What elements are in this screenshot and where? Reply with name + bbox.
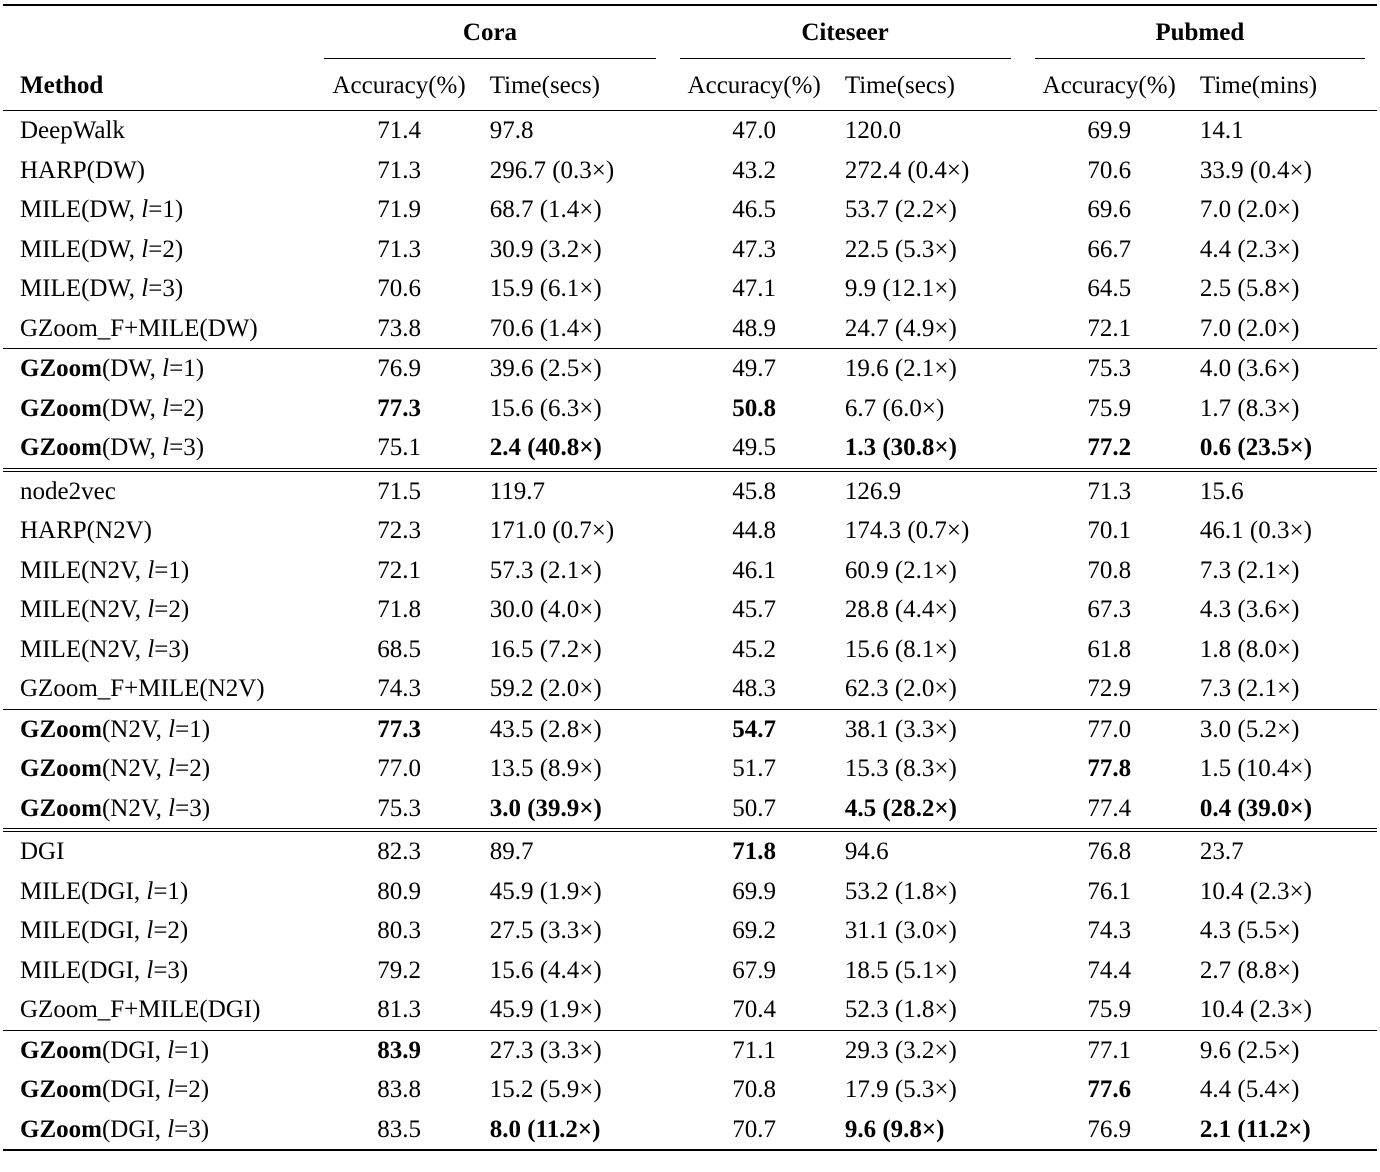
method-cell (3, 428, 312, 470)
pubmed-accuracy-header: Accuracy(%) (1023, 60, 1196, 111)
pubmed-accuracy-cell: 76.9 (1023, 1110, 1196, 1151)
method-cell (3, 1030, 312, 1070)
citeseer-accuracy-cell: 71.1 (668, 1030, 841, 1070)
table-body (3, 111, 1377, 1151)
method-name: (DGI, l=1) (101, 1036, 210, 1064)
citeseer-accuracy-cell: 43.2 (732, 156, 777, 184)
cora-time-cell: 45.9 (1.9×) (489, 877, 602, 905)
method-name: DGI (20, 838, 65, 866)
cora-accuracy-cell: 80.9 (377, 877, 421, 905)
method-name: (DGI, l=2) (101, 1076, 210, 1104)
cora-time-cell: 296.7 (0.3×) (489, 156, 615, 184)
pubmed-accuracy-cell: 77.6 (1087, 1076, 1132, 1104)
table-row (3, 111, 1377, 151)
method-name: (N2V, l=1) (101, 715, 211, 743)
table-row (3, 709, 1377, 749)
method-name: (N2V, l=3) (101, 794, 211, 822)
method-cell (3, 911, 312, 951)
pubmed-time-cell: 9.6 (2.5×) (1196, 1030, 1377, 1070)
pubmed-time-cell: 14.1 (1199, 117, 1244, 145)
method-name: MILE(DW, l=2) (20, 235, 184, 263)
method-cell (3, 990, 312, 1030)
cora-accuracy-cell: 71.8 (377, 596, 421, 624)
method-name: GZoom_F+MILE(N2V) (20, 675, 265, 703)
cora-accuracy-cell: 79.2 (377, 956, 421, 984)
citeseer-time-cell: 19.6 (2.1×) (841, 349, 1023, 389)
table-row (3, 1070, 1377, 1110)
pubmed-time-cell: 7.0 (2.0×) (1199, 196, 1300, 224)
citeseer-accuracy-cell: 47.1 (732, 275, 777, 303)
method-cell (3, 349, 312, 389)
cora-time-cell: 39.6 (2.5×) (486, 349, 668, 389)
method-name: GZoom_F+MILE(DGI) (20, 996, 261, 1024)
pubmed-time-cell: 1.5 (10.4×) (1199, 755, 1312, 783)
column-header-row (3, 60, 1377, 111)
table-row (3, 749, 1377, 789)
table-row (3, 309, 1377, 349)
citeseer-accuracy-cell: 70.4 (732, 996, 777, 1024)
cora-accuracy-cell: 83.5 (312, 1110, 485, 1151)
table-row (3, 389, 1377, 429)
method-cell (3, 269, 312, 309)
citeseer-accuracy-cell: 70.7 (668, 1110, 841, 1151)
method-name: MILE(DGI, l=2) (20, 917, 189, 945)
cora-time-cell: 171.0 (0.7×) (489, 517, 615, 545)
cora-accuracy-cell: 82.3 (312, 830, 485, 872)
pubmed-accuracy-cell: 69.6 (1087, 196, 1132, 224)
method-name: node2vec (20, 477, 116, 505)
cora-accuracy-cell: 71.3 (377, 156, 421, 184)
cora-accuracy-cell: 68.5 (377, 635, 421, 663)
method-cell (3, 470, 312, 512)
cora-time-cell: 15.6 (6.3×) (489, 394, 602, 422)
citeseer-accuracy-cell: 46.1 (732, 556, 777, 584)
pubmed-time-cell: 2.1 (11.2×) (1196, 1110, 1377, 1151)
pubmed-accuracy-cell: 70.1 (1087, 517, 1132, 545)
method-cell (3, 590, 312, 630)
method-cell (3, 669, 312, 709)
pubmed-time-cell: 4.4 (2.3×) (1199, 235, 1300, 263)
method-bold-prefix: GZoom (20, 355, 102, 383)
method-cell (3, 749, 312, 789)
cora-accuracy-cell: 80.3 (377, 917, 421, 945)
pubmed-accuracy-cell: 77.4 (1087, 794, 1132, 822)
citeseer-accuracy-cell: 45.2 (732, 635, 777, 663)
citeseer-accuracy-cell: 70.8 (732, 1076, 777, 1104)
method-name: MILE(N2V, l=2) (20, 596, 190, 624)
citeseer-time-cell: 94.6 (841, 830, 1023, 872)
method-cell (3, 872, 312, 912)
cora-time-cell: 43.5 (2.8×) (486, 709, 668, 749)
citeseer-accuracy-header: Accuracy(%) (668, 60, 841, 111)
citeseer-accuracy-cell: 47.3 (732, 235, 777, 263)
citeseer-accuracy-cell: 49.7 (668, 349, 841, 389)
method-cell (3, 1110, 312, 1151)
citeseer-accuracy-cell: 48.3 (732, 675, 777, 703)
pubmed-accuracy-cell: 77.0 (1023, 709, 1196, 749)
dataset-header-citeseer: Citeseer (668, 5, 1023, 60)
pubmed-time-cell: 1.7 (8.3×) (1199, 394, 1300, 422)
citeseer-time-cell: 9.6 (9.8×) (841, 1110, 1023, 1151)
table-row (3, 590, 1377, 630)
method-name: MILE(DGI, l=3) (20, 956, 189, 984)
cora-time-cell: 2.4 (40.8×) (489, 434, 602, 462)
pubmed-time-cell: 4.3 (5.5×) (1199, 917, 1300, 945)
cora-accuracy-cell: 72.3 (377, 517, 421, 545)
table-row (3, 669, 1377, 709)
citeseer-accuracy-cell: 44.8 (732, 517, 777, 545)
pubmed-accuracy-cell: 74.3 (1087, 917, 1132, 945)
table-row (3, 428, 1377, 470)
pubmed-time-cell: 4.3 (3.6×) (1199, 596, 1300, 624)
method-name: MILE(DW, l=3) (20, 275, 184, 303)
cora-accuracy-cell: 71.9 (377, 196, 421, 224)
method-name: GZoom_F+MILE(DW) (20, 314, 258, 342)
citeseer-time-header: Time(secs) (841, 60, 1023, 111)
method-cell (3, 830, 312, 872)
method-bold-prefix: GZoom (20, 1115, 102, 1143)
cora-time-cell: 15.2 (5.9×) (489, 1076, 602, 1104)
cora-time-cell: 119.7 (486, 470, 668, 512)
method-name: DeepWalk (20, 117, 125, 145)
pubmed-accuracy-cell: 64.5 (1087, 275, 1132, 303)
citeseer-time-cell: 126.9 (841, 470, 1023, 512)
pubmed-accuracy-cell: 70.6 (1087, 156, 1132, 184)
method-name: MILE(N2V, l=3) (20, 635, 190, 663)
pubmed-time-cell: 0.4 (39.0×) (1199, 794, 1313, 822)
pubmed-time-cell: 7.3 (2.1×) (1199, 675, 1300, 703)
pubmed-accuracy-cell: 77.8 (1087, 755, 1132, 783)
method-column-header: Method (3, 60, 312, 111)
cora-time-cell: 68.7 (1.4×) (489, 196, 602, 224)
pubmed-time-cell: 10.4 (2.3×) (1199, 877, 1312, 905)
cora-time-cell: 57.3 (2.1×) (489, 556, 602, 584)
method-cell (3, 789, 312, 831)
table-row (3, 151, 1377, 191)
cora-time-cell: 27.5 (3.3×) (489, 917, 602, 945)
citeseer-time-cell: 24.7 (4.9×) (844, 314, 957, 342)
citeseer-time-cell: 6.7 (6.0×) (844, 394, 945, 422)
cora-time-cell: 13.5 (8.9×) (489, 755, 602, 783)
method-name: (N2V, l=2) (101, 755, 211, 783)
table-row (3, 551, 1377, 591)
citeseer-time-cell: 174.3 (0.7×) (844, 517, 970, 545)
pubmed-time-cell: 1.8 (8.0×) (1199, 635, 1300, 663)
citeseer-time-cell: 62.3 (2.0×) (844, 675, 957, 703)
table-row (3, 269, 1377, 309)
pubmed-time-cell: 4.4 (5.4×) (1199, 1076, 1300, 1104)
table-row (3, 789, 1377, 831)
method-bold-prefix: GZoom (20, 1076, 102, 1104)
citeseer-time-cell: 28.8 (4.4×) (844, 596, 957, 624)
method-header-spacer (3, 5, 312, 60)
cora-time-cell: 59.2 (2.0×) (489, 675, 602, 703)
citeseer-accuracy-cell: 71.8 (668, 830, 841, 872)
table-row (3, 1110, 1377, 1151)
method-name: (DW, l=2) (101, 394, 205, 422)
table-row (3, 951, 1377, 991)
pubmed-accuracy-cell: 67.3 (1087, 596, 1132, 624)
results-table (3, 4, 1377, 1151)
method-cell (3, 951, 312, 991)
pubmed-accuracy-cell: 72.1 (1087, 314, 1132, 342)
citeseer-time-cell: 15.6 (8.1×) (844, 635, 957, 663)
pubmed-time-cell: 33.9 (0.4×) (1199, 156, 1312, 184)
citeseer-time-cell: 31.1 (3.0×) (844, 917, 957, 945)
dataset-header-cora: Cora (312, 5, 667, 60)
cora-accuracy-cell: 73.8 (377, 314, 421, 342)
method-cell (3, 151, 312, 191)
citeseer-accuracy-cell: 48.9 (732, 314, 777, 342)
citeseer-time-cell: 272.4 (0.4×) (844, 156, 970, 184)
cora-time-cell: 15.6 (4.4×) (489, 956, 602, 984)
table-row (3, 470, 1377, 512)
table-row (3, 511, 1377, 551)
pubmed-accuracy-cell: 75.9 (1087, 394, 1132, 422)
method-bold-prefix: GZoom (20, 434, 102, 462)
cora-time-cell: 97.8 (489, 117, 534, 145)
cora-time-cell: 30.0 (4.0×) (489, 596, 602, 624)
citeseer-accuracy-cell: 47.0 (732, 117, 777, 145)
citeseer-time-cell: 60.9 (2.1×) (844, 556, 957, 584)
method-name: HARP(DW) (20, 156, 145, 184)
table-row (3, 911, 1377, 951)
citeseer-time-cell: 1.3 (30.8×) (844, 434, 957, 462)
pubmed-accuracy-cell: 75.9 (1087, 996, 1132, 1024)
pubmed-accuracy-cell: 77.1 (1023, 1030, 1196, 1070)
cora-accuracy-cell: 72.1 (377, 556, 421, 584)
pubmed-accuracy-cell: 70.8 (1087, 556, 1132, 584)
citeseer-accuracy-cell: 69.2 (732, 917, 777, 945)
method-cell (3, 709, 312, 749)
pubmed-time-cell: 7.0 (2.0×) (1199, 314, 1300, 342)
method-cell (3, 551, 312, 591)
method-cell (3, 511, 312, 551)
cora-accuracy-cell: 77.3 (312, 709, 485, 749)
pubmed-time-header: Time(mins) (1196, 60, 1377, 111)
method-cell (3, 309, 312, 349)
citeseer-time-cell: 53.7 (2.2×) (844, 196, 957, 224)
pubmed-accuracy-cell: 72.9 (1087, 675, 1132, 703)
method-name: (DGI, l=3) (101, 1115, 210, 1143)
citeseer-time-cell: 52.3 (1.8×) (844, 996, 957, 1024)
table-row (3, 630, 1377, 670)
cora-accuracy-cell: 83.8 (377, 1076, 421, 1104)
citeseer-time-cell: 38.1 (3.3×) (841, 709, 1023, 749)
cora-accuracy-cell: 76.9 (312, 349, 485, 389)
table-row (3, 230, 1377, 270)
cora-accuracy-cell: 83.9 (312, 1030, 485, 1070)
pubmed-time-cell: 3.0 (5.2×) (1196, 709, 1377, 749)
cora-time-cell: 45.9 (1.9×) (489, 996, 602, 1024)
citeseer-accuracy-cell: 45.7 (732, 596, 777, 624)
method-bold-prefix: GZoom (20, 755, 102, 783)
cora-time-cell: 27.3 (3.3×) (486, 1030, 668, 1070)
pubmed-accuracy-cell: 71.3 (1023, 470, 1196, 512)
citeseer-time-cell: 29.3 (3.2×) (841, 1030, 1023, 1070)
method-bold-prefix: GZoom (20, 715, 102, 743)
pubmed-time-cell: 46.1 (0.3×) (1199, 517, 1312, 545)
citeseer-time-cell: 22.5 (5.3×) (844, 235, 957, 263)
method-bold-prefix: GZoom (20, 394, 102, 422)
citeseer-time-cell: 15.3 (8.3×) (844, 755, 957, 783)
cora-time-cell: 15.9 (6.1×) (489, 275, 602, 303)
cora-time-cell: 8.0 (11.2×) (486, 1110, 668, 1151)
pubmed-accuracy-cell: 61.8 (1087, 635, 1132, 663)
table-row (3, 1030, 1377, 1070)
pubmed-accuracy-cell: 74.4 (1087, 956, 1132, 984)
pubmed-accuracy-cell: 76.1 (1087, 877, 1132, 905)
citeseer-accuracy-cell: 45.8 (668, 470, 841, 512)
method-name: MILE(N2V, l=1) (20, 556, 190, 584)
pubmed-accuracy-cell: 66.7 (1087, 235, 1132, 263)
method-name: MILE(DGI, l=1) (20, 877, 189, 905)
method-cell (3, 190, 312, 230)
pubmed-accuracy-cell: 69.9 (1087, 117, 1132, 145)
method-cell (3, 111, 312, 151)
pubmed-time-cell: 15.6 (1196, 470, 1377, 512)
cora-accuracy-cell: 70.6 (377, 275, 421, 303)
method-cell (3, 389, 312, 429)
cora-time-cell: 30.9 (3.2×) (489, 235, 602, 263)
citeseer-accuracy-cell: 46.5 (732, 196, 777, 224)
cora-accuracy-cell: 71.3 (377, 235, 421, 263)
citeseer-accuracy-cell: 67.9 (732, 956, 777, 984)
pubmed-time-cell: 4.0 (3.6×) (1196, 349, 1377, 389)
method-bold-prefix: GZoom (20, 1036, 102, 1064)
citeseer-accuracy-cell: 69.9 (732, 877, 777, 905)
cora-accuracy-header: Accuracy(%) (312, 60, 485, 111)
table-row (3, 990, 1377, 1030)
method-name: (DW, l=3) (101, 434, 205, 462)
pubmed-time-cell: 2.7 (8.8×) (1199, 956, 1300, 984)
citeseer-accuracy-cell: 51.7 (732, 755, 777, 783)
dataset-header-row (3, 5, 1377, 60)
citeseer-accuracy-cell: 49.5 (732, 434, 777, 462)
cora-accuracy-cell: 71.4 (377, 117, 421, 145)
pubmed-time-cell: 10.4 (2.3×) (1199, 996, 1312, 1024)
citeseer-time-cell: 53.2 (1.8×) (844, 877, 957, 905)
cora-accuracy-cell: 75.3 (377, 794, 421, 822)
citeseer-time-cell: 120.0 (844, 117, 902, 145)
cora-time-header: Time(secs) (486, 60, 668, 111)
table-row (3, 190, 1377, 230)
method-bold-prefix: GZoom (20, 794, 102, 822)
citeseer-time-cell: 17.9 (5.3×) (844, 1076, 957, 1104)
citeseer-accuracy-cell: 50.7 (732, 794, 777, 822)
method-name: (DW, l=1) (101, 355, 205, 383)
pubmed-time-cell: 23.7 (1196, 830, 1377, 872)
table-row (3, 872, 1377, 912)
method-name: MILE(DW, l=1) (20, 196, 184, 224)
method-name: HARP(N2V) (20, 517, 152, 545)
cora-accuracy-cell: 75.1 (377, 434, 421, 462)
dataset-header-pubmed: Pubmed (1023, 5, 1377, 60)
cora-accuracy-cell: 71.5 (312, 470, 485, 512)
method-cell (3, 1070, 312, 1110)
pubmed-time-cell: 2.5 (5.8×) (1199, 275, 1300, 303)
citeseer-time-cell: 4.5 (28.2×) (844, 794, 957, 822)
citeseer-accuracy-cell: 54.7 (668, 709, 841, 749)
pubmed-accuracy-cell: 77.2 (1087, 434, 1132, 462)
cora-time-cell: 70.6 (1.4×) (489, 314, 602, 342)
citeseer-time-cell: 18.5 (5.1×) (844, 956, 957, 984)
cora-accuracy-cell: 77.0 (377, 755, 421, 783)
table-row (3, 349, 1377, 389)
table-row (3, 830, 1377, 872)
citeseer-accuracy-cell: 50.8 (732, 394, 777, 422)
cora-time-cell: 89.7 (486, 830, 668, 872)
pubmed-time-cell: 7.3 (2.1×) (1199, 556, 1300, 584)
citeseer-time-cell: 9.9 (12.1×) (844, 275, 957, 303)
cora-accuracy-cell: 74.3 (377, 675, 421, 703)
cora-time-cell: 16.5 (7.2×) (489, 635, 602, 663)
cora-accuracy-cell: 81.3 (377, 996, 421, 1024)
pubmed-accuracy-cell: 75.3 (1023, 349, 1196, 389)
cora-accuracy-cell: 77.3 (377, 394, 421, 422)
method-cell (3, 230, 312, 270)
pubmed-accuracy-cell: 76.8 (1023, 830, 1196, 872)
cora-time-cell: 3.0 (39.9×) (489, 794, 602, 822)
pubmed-time-cell: 0.6 (23.5×) (1199, 434, 1313, 462)
method-cell (3, 630, 312, 670)
